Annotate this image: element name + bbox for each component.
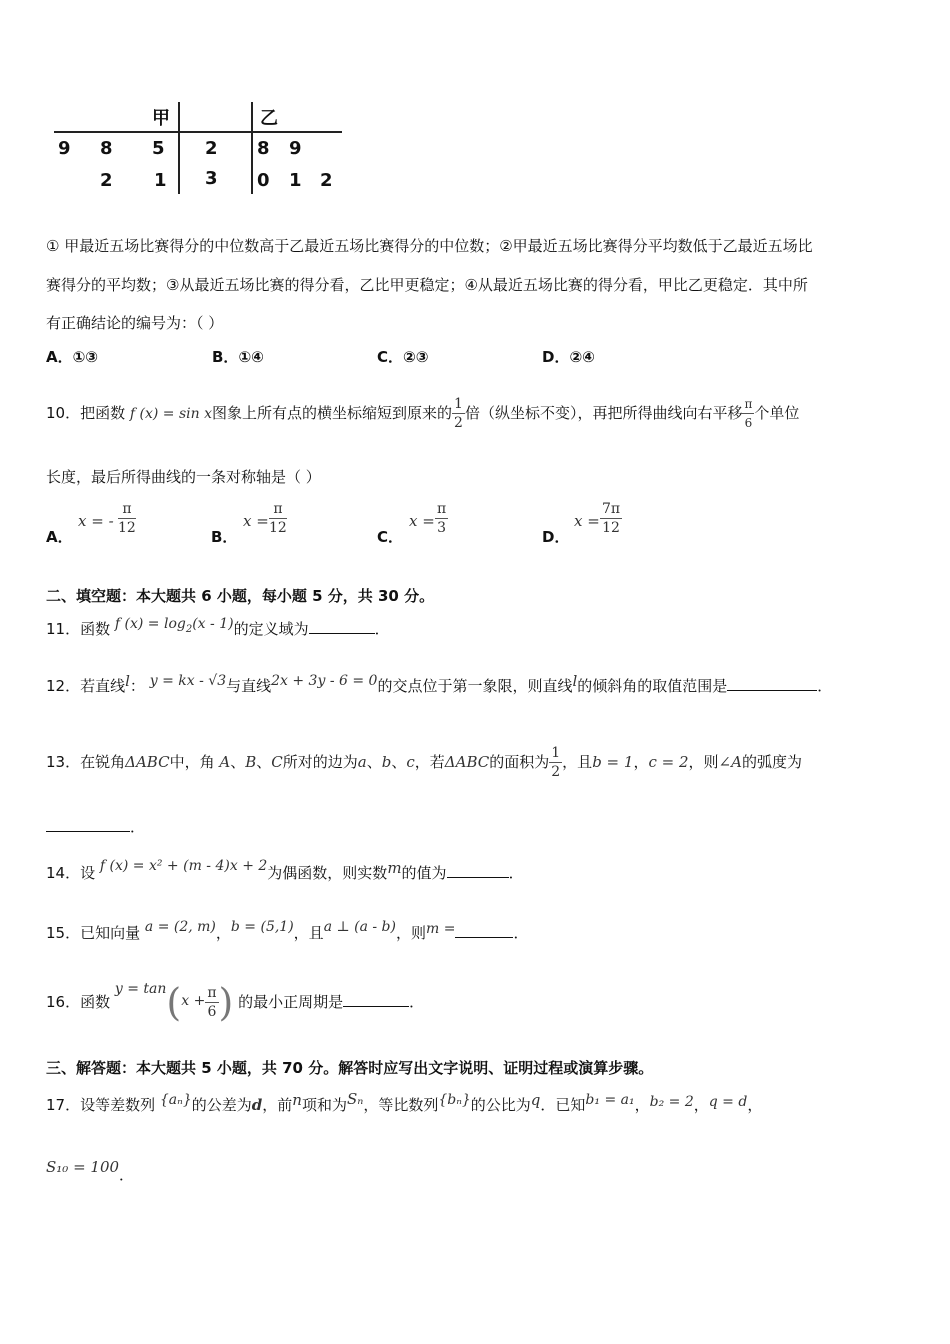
answer-blank[interactable] (46, 817, 130, 832)
q17-line2 (46, 1156, 135, 1184)
numerator: π (118, 500, 136, 519)
angle-symbol: ∠A (718, 753, 742, 771)
question-number: 13． (46, 753, 81, 771)
q14-function: f (x) = x² + (m - 4)x + 2 (99, 858, 268, 874)
answer-blank[interactable] (343, 992, 409, 1007)
q13-end: ． (130, 818, 146, 836)
option-fraction (435, 500, 448, 537)
vector-b: b = (5,1) (230, 919, 294, 935)
option-label: A． (46, 348, 73, 366)
q11-text: 的定义域为 (233, 620, 309, 638)
condition-b1: b₁ = a₁ (585, 1092, 635, 1108)
line-symbol: l (572, 672, 578, 690)
angle-a: A (219, 753, 231, 771)
q12-line-equation: y = kx - √3 (149, 673, 227, 689)
q9-option-b[interactable] (212, 346, 264, 367)
q12-text: 若直线 (80, 677, 126, 695)
log-base: 2 (185, 623, 193, 635)
option-label: C． (377, 348, 404, 366)
separator: 、 (366, 753, 382, 771)
q14-text: 设 (80, 864, 96, 882)
q13-text: 的弧度为 (741, 753, 802, 771)
table-left-divider (178, 102, 180, 194)
q16-end: ． (409, 993, 425, 1011)
q10-line1 (46, 378, 799, 449)
q17-text: 的公差为 (191, 1096, 252, 1114)
separator: ， (215, 924, 231, 942)
q16 (46, 972, 424, 1033)
q14 (46, 858, 524, 883)
question-number: 17． (46, 1096, 81, 1114)
separator: 、 (391, 753, 407, 771)
q12-text: ： (129, 677, 145, 695)
q11-expression (114, 616, 234, 635)
angle-b: B (245, 753, 257, 771)
vector-a: a = (2, m) (144, 919, 216, 935)
q16-text: 的最小正周期是 (238, 993, 344, 1011)
numerator: π (269, 500, 287, 519)
separator: ， (747, 1096, 763, 1114)
numerator: π (742, 395, 754, 414)
q9-line2: 赛得分的平均数；③从最近五场比赛的得分看，乙比甲更稳定；④从最近五场比赛的得分看，甲比乙更稳定．其中所 (46, 276, 808, 294)
stem-value: 3 (205, 168, 218, 189)
triangle-symbol: ΔABC (125, 753, 170, 771)
option-fraction (118, 500, 136, 537)
m-equals: m = (425, 921, 456, 937)
sum-condition: S₁₀ = 100 (46, 1158, 120, 1176)
q13-text: ，且 (562, 753, 593, 771)
q10-line2: 长度，最后所得曲线的一条对称轴是（ ） (46, 468, 321, 486)
q11 (46, 618, 390, 641)
q13-text: 所对的边为 (282, 753, 358, 771)
line-symbol: l (125, 672, 130, 690)
numerator: π (437, 501, 447, 517)
option-label: C． (377, 528, 404, 546)
right-paren-icon: ) (218, 980, 234, 1025)
answer-blank[interactable] (309, 619, 375, 634)
c-value: c = 2 (648, 753, 689, 771)
q14-text: 的值为 (401, 864, 447, 882)
q11-end: ． (374, 620, 390, 638)
numerator: π (207, 985, 217, 1001)
option-label: D． (542, 528, 570, 546)
option-fraction (600, 500, 622, 537)
section-3-heading: 三、解答题：本大题共 5 小题，共 70 分。解答时应写出文字说明、证明过程或演算步骤。 (46, 1059, 654, 1077)
q10-function: f (x) = sin x (129, 406, 212, 422)
option-label: A． (46, 528, 73, 546)
answer-blank[interactable] (455, 923, 513, 938)
question-number: 12． (46, 677, 81, 695)
option-label: D． (542, 348, 570, 366)
q17-line1 (46, 1090, 763, 1115)
sequence-b: {bₙ} (438, 1092, 471, 1108)
expr-part: (x - 1) (192, 616, 234, 632)
option-lhs: x = - (78, 512, 114, 530)
stem-value: 2 (205, 138, 218, 159)
condition-b2: b₂ = 2 (649, 1094, 694, 1110)
jia-leaf: 5 (152, 138, 165, 159)
yi-leaf: 8 (257, 138, 270, 159)
side-b: b (381, 753, 392, 771)
q10-fraction (452, 395, 465, 432)
separator: 、 (230, 753, 246, 771)
question-number: 14． (46, 864, 81, 882)
q12 (46, 672, 833, 696)
option-text: ②③ (403, 348, 429, 366)
q13-text: ，则 (688, 753, 719, 771)
q10-shift-fraction (742, 395, 754, 432)
perpendicular-condition: a ⊥ (a - b) (323, 919, 396, 935)
header-jia: 甲 (152, 108, 170, 129)
table-right-divider (251, 102, 253, 194)
side-c: c (406, 753, 415, 771)
section-2-heading: 二、填空题：本大题共 6 小题，每小题 5 分，共 30 分。 (46, 587, 435, 605)
yi-leaf: 1 (289, 170, 302, 191)
q10-text: 把函数 (80, 404, 126, 422)
option-label: B． (211, 528, 238, 546)
answer-blank[interactable] (727, 676, 817, 691)
q13-text: ，若 (414, 753, 445, 771)
jia-leaf: 9 (58, 138, 71, 159)
q17-text: 设等差数列 (80, 1096, 156, 1114)
q9-line1: ① 甲最近五场比赛得分的中位数高于乙最近五场比赛得分的中位数；②甲最近五场比赛得分平均数低于乙最近五场比 (46, 237, 813, 255)
expr-part: f (x) = log (114, 616, 186, 632)
angle-c: C (271, 753, 283, 771)
b-value: b = 1 (592, 753, 634, 771)
q17-text: ，前 (262, 1096, 293, 1114)
denominator: 6 (207, 1004, 217, 1020)
separator: 、 (256, 753, 272, 771)
q10-text: 个单位 (754, 404, 800, 422)
numerator: 1 (454, 396, 463, 412)
q17-text: 项和为 (301, 1096, 347, 1114)
option-lhs: x = (574, 512, 600, 530)
q13-text: 在锐角 (80, 753, 126, 771)
q15 (46, 919, 529, 943)
common-difference: d (251, 1096, 263, 1114)
q10-text: 图象上所有点的横坐标缩短到原来的 (212, 404, 453, 422)
q16-fraction (205, 984, 218, 1021)
q13-area-fraction (549, 744, 562, 781)
q11-text: 函数 (80, 620, 111, 638)
question-number: 11． (46, 620, 81, 638)
denominator: 6 (744, 416, 753, 430)
jia-leaf: 1 (154, 170, 167, 191)
denominator: 3 (437, 520, 447, 536)
q9-option-a[interactable] (46, 346, 98, 367)
yi-leaf: 0 (257, 170, 270, 191)
variable-n: n (292, 1091, 302, 1109)
partial-sum: Sₙ (346, 1090, 364, 1108)
q13-text: 中，角 (169, 753, 215, 771)
yi-leaf: 9 (289, 138, 302, 159)
q15-text: ，且 (293, 924, 324, 942)
answer-blank[interactable] (447, 863, 509, 878)
sequence-a: {aₙ} (159, 1092, 192, 1108)
left-paren-icon: ( (166, 980, 182, 1025)
option-fraction (269, 500, 287, 537)
header-yi: 乙 (260, 108, 278, 129)
option-text: ②④ (569, 348, 595, 366)
question-number: 16． (46, 993, 81, 1011)
q9-option-c[interactable] (377, 346, 428, 367)
q13-line2 (46, 816, 145, 837)
table-header-rule (54, 131, 342, 133)
q13-text: 的面积为 (489, 753, 550, 771)
option-text: ①③ (72, 348, 99, 366)
separator: ， (693, 1096, 709, 1114)
q9-line3: 有正确结论的编号为：（ ） (46, 314, 224, 332)
denominator: 12 (118, 520, 136, 536)
variable-m: m (387, 859, 402, 877)
jia-leaf: 8 (100, 138, 113, 159)
separator: ， (633, 753, 649, 771)
q15-text: 已知向量 (80, 924, 141, 942)
q12-second-equation: 2x + 3y - 6 = 0 (271, 673, 378, 689)
question-number: 10． (46, 404, 81, 422)
q12-text: 与直线 (226, 677, 272, 695)
condition-q: q = d (708, 1094, 748, 1110)
q16-text: 函数 (80, 993, 111, 1011)
q15-end: ． (513, 924, 529, 942)
separator: ， (634, 1096, 650, 1114)
yi-leaf: 2 (320, 170, 333, 191)
question-number: 15． (46, 924, 81, 942)
denominator: 2 (454, 415, 463, 431)
q14-text: 为偶函数，则实数 (267, 864, 388, 882)
q17-text: ，等比数列 (363, 1096, 439, 1114)
option-text: ①④ (238, 348, 264, 366)
q10-text: 倍（纵坐标不变），再把所得曲线向右平移 (464, 404, 743, 422)
q12-text: 的倾斜角的取值范围是 (577, 677, 728, 695)
denominator: 2 (551, 764, 561, 780)
numerator: 7π (602, 501, 621, 517)
q12-end: ． (817, 677, 833, 695)
q9-option-d[interactable] (542, 346, 595, 367)
q13-line1 (46, 727, 802, 797)
denominator: 12 (602, 520, 620, 536)
option-lhs: x = (409, 512, 435, 530)
ratio-q: q (530, 1091, 541, 1109)
jia-leaf: 2 (100, 170, 113, 191)
q17-end: ． (119, 1166, 135, 1184)
q14-end: ． (508, 864, 524, 882)
q12-text: 的交点位于第一象限，则直线 (377, 677, 573, 695)
numerator: 1 (551, 745, 561, 761)
triangle-symbol: ΔABC (444, 753, 490, 771)
q17-text: 的公比为 (470, 1096, 531, 1114)
side-a: a (357, 753, 367, 771)
tan-argument: x + (181, 993, 206, 1009)
denominator: 12 (269, 520, 287, 536)
q15-text: ，则 (395, 924, 426, 942)
option-lhs: x = (243, 512, 269, 530)
option-label: B． (212, 348, 239, 366)
q17-text: ．已知 (540, 1096, 586, 1114)
tan-function: y = tan (114, 981, 167, 997)
stem-leaf-plot (52, 100, 352, 200)
